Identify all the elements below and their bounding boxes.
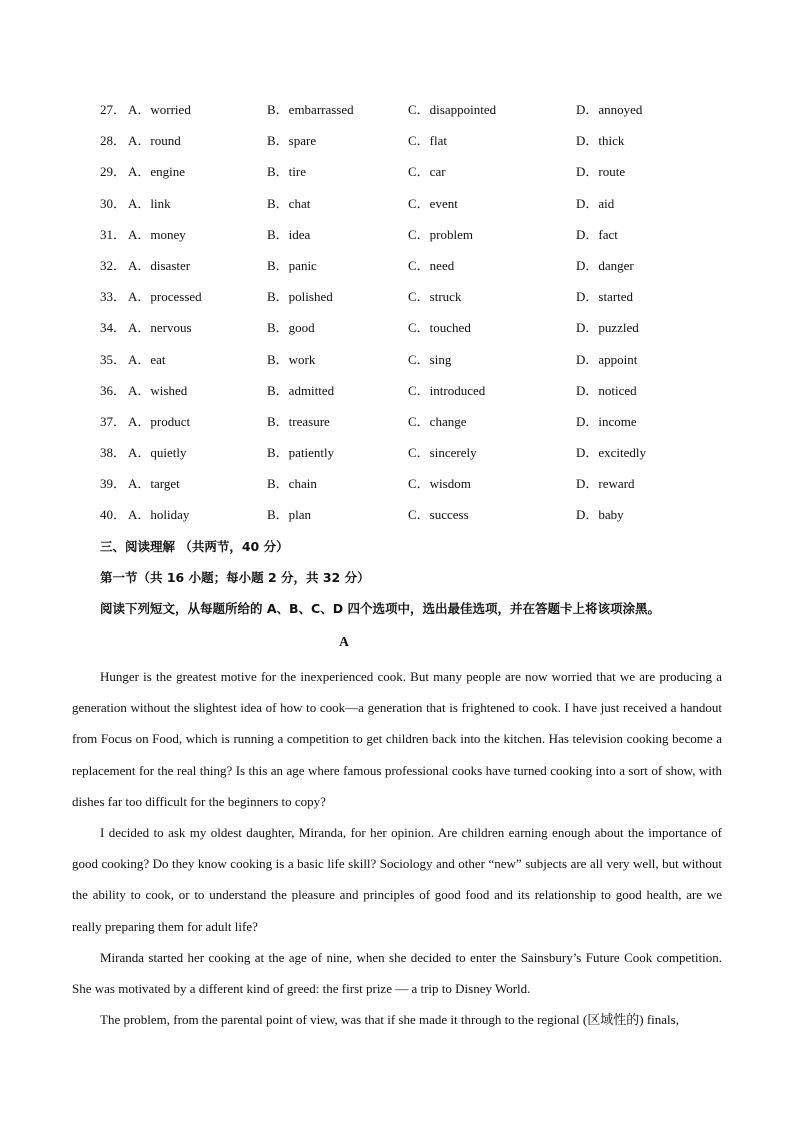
option-b: B．plan xyxy=(267,507,312,523)
options-table xyxy=(100,99,750,536)
option-row-30 xyxy=(100,193,750,224)
option-row-37 xyxy=(100,411,750,442)
question-number: 28． xyxy=(100,133,127,149)
option-a: A．link xyxy=(128,195,171,211)
option-b: B．work xyxy=(267,351,316,367)
question-number: 27． xyxy=(100,102,127,117)
option-row-32 xyxy=(100,255,750,286)
option-b: B．treasure xyxy=(267,413,330,429)
option-c: C．need xyxy=(408,257,455,273)
question-number: 37． xyxy=(100,413,127,429)
question-number: 32． xyxy=(100,257,127,273)
option-d: D．aid xyxy=(576,195,615,211)
option-d: D．noticed xyxy=(576,382,637,398)
option-row-38 xyxy=(100,442,750,473)
question-number: 31． xyxy=(100,226,127,242)
question-number: 38． xyxy=(100,445,127,461)
question-number: 35． xyxy=(100,351,127,367)
option-a: A．product xyxy=(128,413,191,429)
option-c: C．flat xyxy=(408,133,447,149)
option-row-29 xyxy=(100,161,750,192)
option-c: C．car xyxy=(408,164,446,180)
option-d: D．reward xyxy=(576,476,635,492)
option-d: D．started xyxy=(576,289,634,305)
option-d: D．baby xyxy=(576,507,624,523)
option-b: B．polished xyxy=(267,289,333,305)
option-row-36 xyxy=(100,380,750,411)
option-d: D．excitedly xyxy=(576,445,647,461)
option-c: C．struck xyxy=(408,289,462,305)
option-b: B．chain xyxy=(267,476,317,492)
option-d: D．fact xyxy=(576,226,618,242)
option-b: B．panic xyxy=(267,257,317,273)
option-a: A．processed xyxy=(128,289,202,305)
option-row-33 xyxy=(100,286,750,317)
option-b: B．tire xyxy=(267,164,306,180)
option-d: D．danger xyxy=(576,257,634,273)
option-d: D．thick xyxy=(576,133,625,149)
option-d: D．route xyxy=(576,164,626,180)
option-d: D．appoint xyxy=(576,351,638,367)
option-b: B．embarrassed xyxy=(267,102,354,117)
passage-paragraph: The problem, from the parental point of view, was that if she made it through to the regional (区域性的) finals, xyxy=(100,1012,679,1028)
option-c: C．event xyxy=(408,195,458,211)
option-c: C．touched xyxy=(408,320,471,336)
option-c: C．success xyxy=(408,507,469,523)
option-d: D．income xyxy=(576,413,637,429)
passage-letter: A xyxy=(339,634,349,649)
option-a: A．quietly xyxy=(128,445,187,461)
option-row-27 xyxy=(100,99,750,130)
option-c: C．sing xyxy=(408,351,452,367)
option-a: A．money xyxy=(128,226,186,242)
question-number: 36． xyxy=(100,382,127,398)
passage-paragraph: I decided to ask my oldest daughter, Miranda, for her opinion. Are children earning enough about the importance of good cooking? Do they know cooking is a basic life skill? Sociology and other “new” subjects are all very well, but without the ability to cook, or to understand the pleasure and principles of good food and its relationship to good health, are we really preparing them for adult life? xyxy=(72,825,722,934)
question-number: 34． xyxy=(100,320,127,336)
option-c: C．disappointed xyxy=(408,102,497,117)
option-b: B．admitted xyxy=(267,382,335,398)
option-b: B．idea xyxy=(267,226,311,242)
question-number: 40． xyxy=(100,507,127,523)
option-c: C．introduced xyxy=(408,382,486,398)
option-b: B．chat xyxy=(267,195,311,211)
option-a: A．engine xyxy=(128,164,186,180)
section-instruction: 阅读下列短文，从每题所给的 A、B、C、D 四个选项中，选出最佳选项，并在答题卡上将该项涂黑。 xyxy=(100,601,660,616)
option-a: A．worried xyxy=(128,102,191,117)
passage-body xyxy=(72,661,722,1035)
option-b: B．good xyxy=(267,320,315,336)
option-c: C．wisdom xyxy=(408,476,471,492)
option-b: B．patiently xyxy=(267,445,335,461)
option-a: A．eat xyxy=(128,351,166,367)
option-a: A．target xyxy=(128,476,180,492)
question-number: 30． xyxy=(100,195,127,211)
passage-paragraph: Hunger is the greatest motive for the inexperienced cook. But many people are now worried that we are producing a generation without the slightest idea of how to cook—a generation that is frightened to cook. I have just received a handout from Focus on Food, which is running a competition to get children back into the kitchen. Has television cooking become a replacement for the real thing? Is this an age where famous professional cooks have turned cooking into a sort of show, with dishes far too difficult for the beginners to copy? xyxy=(72,669,722,809)
question-number: 39． xyxy=(100,476,127,492)
option-c: C．sincerely xyxy=(408,445,477,461)
option-a: A．wished xyxy=(128,382,188,398)
option-c: C．change xyxy=(408,413,467,429)
option-row-34 xyxy=(100,317,750,348)
option-row-39 xyxy=(100,473,750,504)
passage-paragraph: Miranda started her cooking at the age of nine, when she decided to enter the Sainsbury’s Future Cook competition. She was motivated by a different kind of greed: the first prize — a trip to Disney World. xyxy=(72,949,722,997)
question-number: 29． xyxy=(100,164,127,180)
option-row-28 xyxy=(100,130,750,161)
option-a: A．disaster xyxy=(128,257,191,273)
option-row-31 xyxy=(100,224,750,255)
option-row-35 xyxy=(100,349,750,380)
option-c: C．problem xyxy=(408,226,473,242)
option-b: B．spare xyxy=(267,133,317,149)
option-d: D．annoyed xyxy=(576,102,643,117)
option-a: A．round xyxy=(128,133,181,149)
option-d: D．puzzled xyxy=(576,320,639,336)
question-number: 33． xyxy=(100,289,127,305)
section-title: 三、阅读理解 （共两节，40 分） xyxy=(100,539,289,554)
option-row-40 xyxy=(100,504,750,535)
option-a: A．holiday xyxy=(128,507,190,523)
section-subtitle: 第一节（共 16 小题；每小题 2 分，共 32 分） xyxy=(100,570,370,585)
option-a: A．nervous xyxy=(128,320,192,336)
